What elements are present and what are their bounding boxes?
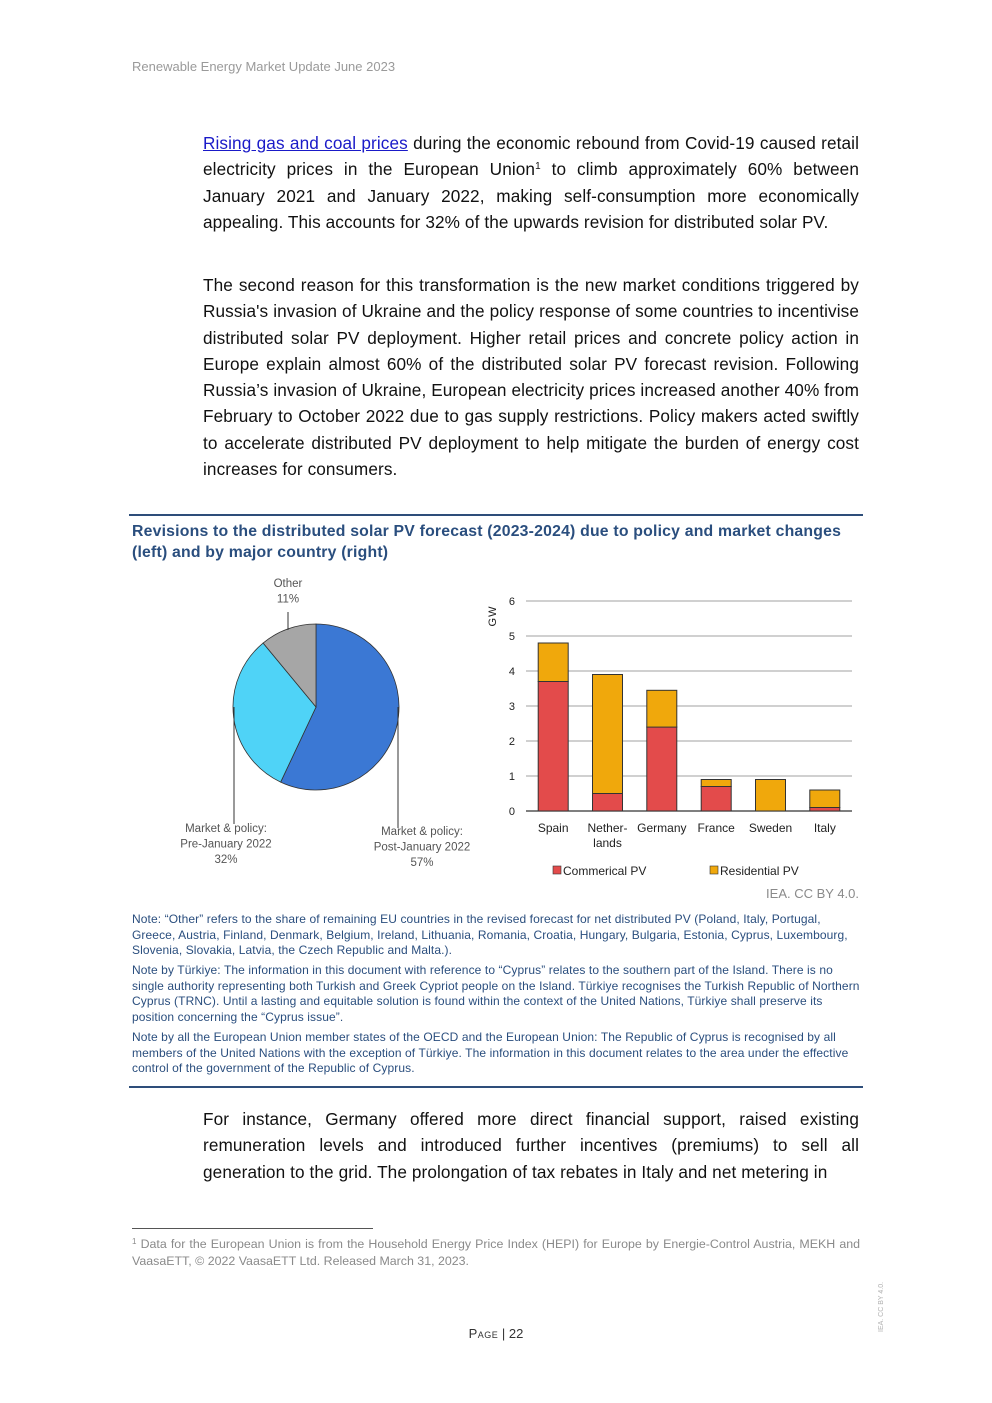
pie-label-2-0: Other <box>273 578 303 590</box>
footnote-text: Data for the European Union is from the Household Energy Price Index (HEPI) for Europe by Energie-Control Austria, MEKH and VaasaETT, © 2022 VaasaETT Ltd. Released March 31, 2023. <box>132 1237 860 1268</box>
pie-label-0-2: 57% <box>410 857 434 869</box>
footnote <box>132 1236 860 1270</box>
figure-note-turkiye: Note by Türkiye: The information in this document with reference to “Cyprus” relates to the southern part of the Island. There is no single authority representing both Turkish and Greek Cypriot people on the Island. Türkiye recognises the Turkish Republic of Northern Cyprus (TRNC). Until a lasting and equitable solution is found within the context of the United Nations, Türkiye shall preserve its position concerning the “Cyprus issue”. <box>132 963 860 1024</box>
x-tick-4-0: Sweden <box>748 821 793 835</box>
page-word: Page <box>468 1326 499 1341</box>
pie-label-1-2: 32% <box>214 854 238 866</box>
y-tick-3: 3 <box>508 701 515 713</box>
x-tick-1-1: lands <box>593 836 622 850</box>
figure-note-eu: Note by all the European Union member states of the OECD and the European Union: The Republic of Cyprus is recognised by all members of the United Nations with the exception of Türkiye. The information in this document relates to the area under the effective control of the government of the Republic of Cyprus. <box>132 1030 849 1075</box>
figure-bottom-rule <box>129 1086 863 1088</box>
page-number <box>0 1326 992 1341</box>
y-tick-1: 1 <box>508 771 515 783</box>
x-tick-1-0: Nether- <box>587 821 628 835</box>
para1-text-a: during the economic rebound from Covid-19 caused retail electricity prices in the European Union <box>203 133 859 180</box>
bar-4-1 <box>756 780 786 812</box>
x-tick-5-0: Italy <box>813 821 836 835</box>
x-tick-0-0: Spain <box>537 821 569 835</box>
legend-swatch-1 <box>710 866 718 874</box>
bar-1-0 <box>593 794 623 812</box>
bar-2-1 <box>647 690 677 727</box>
side-license-stamp: IEA. CC BY 4.0. <box>878 1281 885 1332</box>
pie-label-0-0: Market & policy: <box>381 826 463 838</box>
para1-text-b: to climb approximately 60% between January 2021 and January 2022, making self-consumption more economically appealing. This accounts for 32% of the upwards revision for distributed solar PV. <box>203 159 859 232</box>
figure-note-other: Note: “Other” refers to the share of remaining EU countries in the revised forecast for net distributed PV (Poland, Italy, Portugal, Greece, Austria, Finland, Denmark, Belgium, Ireland, Lithuania, Romania, Croatia, Hungary, Bulgaria, Estonia, Cyprus, Luxembourg, Slovenia, Slovakia, Latvia, the Czech Republic and Malta.). <box>132 912 848 957</box>
y-tick-2: 2 <box>508 736 515 748</box>
pie-label-1-1: Pre-January 2022 <box>180 838 272 851</box>
body-paragraph-2: The second reason for this transformation is the new market conditions triggered by Russia's invasion of Ukraine and the policy response of some countries to incentivise distributed solar PV deployment. Higher retail prices and concrete policy action in Europe explain almost 60% of the distributed solar PV forecast revision. Following Russia’s invasion of Ukraine, European electricity prices increased another 40% from February to October 2022 due to gas supply restrictions. Policy makers acted swiftly to accelerate distributed PV deployment to help mitigate the burden of energy cost increases for consumers. <box>203 275 859 480</box>
y-axis-label: GW <box>487 605 499 627</box>
pie-label-1-0: Market & policy: <box>185 823 267 835</box>
y-tick-0: 0 <box>508 806 515 818</box>
pie-label-0-1: Post-January 2022 <box>373 841 471 854</box>
bar-0-0 <box>538 682 568 812</box>
page-sep: | <box>498 1326 509 1341</box>
x-tick-3-0: France <box>697 821 735 835</box>
bar-1-1 <box>593 675 623 794</box>
footnote-marker: 1 <box>132 1237 137 1246</box>
footnote-ref[interactable]: 1 <box>535 161 541 173</box>
bar-5-0 <box>810 808 840 812</box>
bar-5-1 <box>810 790 840 808</box>
figure-credit: IEA. CC BY 4.0. <box>766 886 859 901</box>
page-number-value: 22 <box>508 1326 524 1341</box>
legend-label-1: Residential PV <box>720 864 799 878</box>
legend-label-0: Commerical PV <box>563 864 647 878</box>
rising-prices-link[interactable]: Rising gas and coal prices <box>203 133 408 153</box>
pie-label-2-1: 11% <box>276 593 300 606</box>
bar-3-0 <box>701 787 731 812</box>
legend-swatch-0 <box>553 866 561 874</box>
bar-2-0 <box>647 727 677 811</box>
bar-3-1 <box>701 780 731 787</box>
bar-chart <box>487 596 852 878</box>
running-header: Renewable Energy Market Update June 2023 <box>132 59 396 74</box>
x-tick-2-0: Germany <box>637 821 687 835</box>
body-paragraph-3: For instance, Germany offered more direct financial support, raised existing remuneration levels and introduced further incentives (premiums) to sell all generation to the grid. The prolongation of tax rebates in Italy and net metering in <box>203 1109 859 1182</box>
figure-title: Revisions to the distributed solar PV forecast (2023-2024) due to policy and market changes (left) and by major country (right) <box>132 523 842 561</box>
y-tick-6: 6 <box>508 596 515 608</box>
bar-0-1 <box>538 643 568 682</box>
pie-chart <box>180 578 470 869</box>
y-tick-4: 4 <box>508 666 515 678</box>
footnote-rule <box>132 1228 373 1229</box>
y-tick-5: 5 <box>508 631 515 643</box>
